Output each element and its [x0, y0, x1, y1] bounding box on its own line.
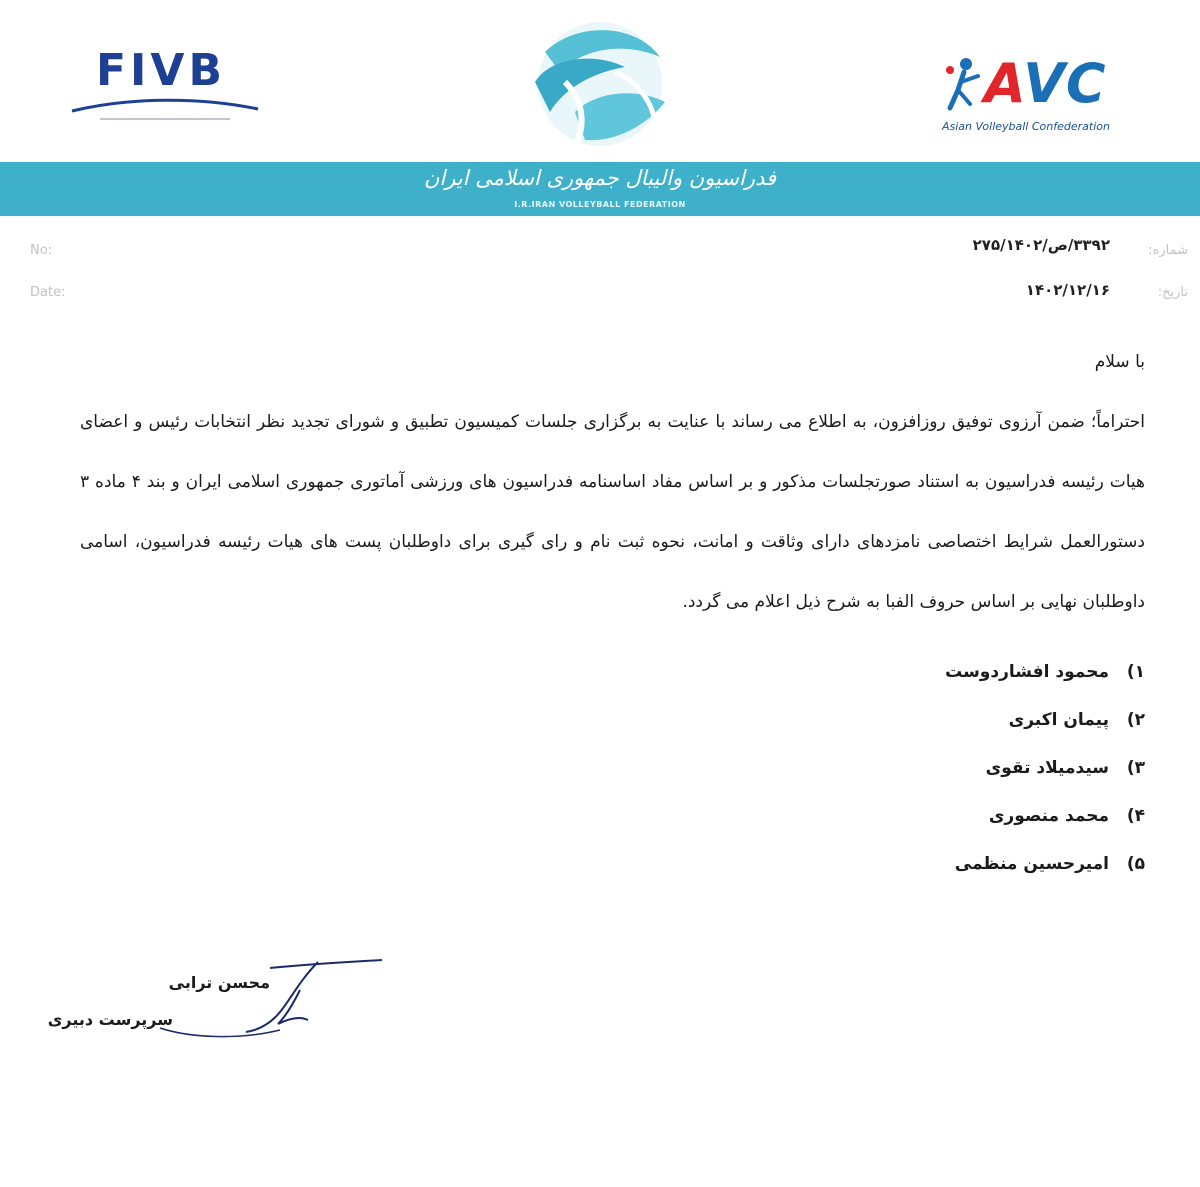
date-label-en: Date:: [30, 285, 66, 300]
avc-logo-text-value: AVC: [984, 52, 1107, 115]
letter-body: احتراماً؛ ضمن آرزوی توفیق روزافزون، به اطلاع می رساند با عنایت به برگزاری جلسات کمیسیون تطبیق و شورای تجدید نظر انتخابات رئیس و اعضای هیات رئیسه فدراسیون به استناد صورتجلسات مذکور و بر اساس مفاد اساسنامه فدراسیون های ورزشی آماتوری جمهوری اسلامی ایران و بند ۴ ماده ۳ دستورالعمل شرایط اختصاصی نامزدهای دارای وثاقت و امانت، نحوه ثبت نام و رای گیری برای داوطلبان پست های هیات رئیسه فدراسیون، اسامی داوطلبان نهایی بر اساس حروف الفبا به شرح ذیل اعلام می گردد.: [80, 412, 1145, 612]
candidate-number: ۵): [1126, 854, 1145, 874]
letter-date: ۱۴۰۲/۱۲/۱۶: [1025, 281, 1110, 299]
candidate-name: سیدمیلاد تقوی: [985, 758, 1109, 778]
list-item: [945, 758, 1145, 806]
number-label-fa: شماره:: [1148, 243, 1188, 258]
signature-scribble-icon: [150, 950, 390, 1045]
list-item: [945, 710, 1145, 758]
candidate-number: ۲): [1126, 710, 1145, 730]
letterhead: [0, 0, 1200, 160]
signatory-title: سرپرست دبیری: [47, 1010, 173, 1029]
candidate-name: محمود افشاردوست: [945, 662, 1109, 682]
list-item: [945, 854, 1145, 902]
fivb-swoosh-icon: [70, 97, 260, 127]
date-label-fa: تاریخ:: [1157, 285, 1188, 300]
fivb-logo: [70, 45, 260, 135]
candidate-name: امیرحسین منظمی: [954, 854, 1109, 874]
candidate-number: ۳): [1126, 758, 1145, 778]
list-item: [945, 806, 1145, 854]
number-label-en: No:: [30, 243, 53, 258]
avc-logo-text: [984, 52, 1107, 115]
candidate-number: ۱): [1126, 662, 1145, 682]
federation-title-fa: فدراسیون والیبال جمهوری اسلامی ایران: [423, 166, 777, 190]
candidate-name: محمد منصوری: [988, 806, 1109, 826]
avc-logo: [940, 50, 1140, 145]
volleyball-icon: [505, 12, 685, 157]
volleyball-player-icon: [944, 56, 984, 116]
fivb-logo-text: FIVB: [96, 45, 227, 96]
avc-subtitle: Asian Volleyball Confederation: [942, 120, 1110, 133]
greeting: با سلام: [1094, 352, 1145, 372]
federation-title-en: I.R.IRAN VOLLEYBALL FEDERATION: [514, 200, 686, 209]
candidate-number: ۴): [1126, 806, 1145, 826]
candidate-list: [945, 662, 1145, 902]
letter-number: ۳۳۹۲/ص/۲۷۵/۱۴۰۲: [972, 236, 1110, 254]
federation-band: [0, 162, 1200, 216]
list-item: [945, 662, 1145, 710]
signatory-name: محسن ترابی: [168, 973, 270, 992]
candidate-name: پیمان اکبری: [1008, 710, 1109, 730]
